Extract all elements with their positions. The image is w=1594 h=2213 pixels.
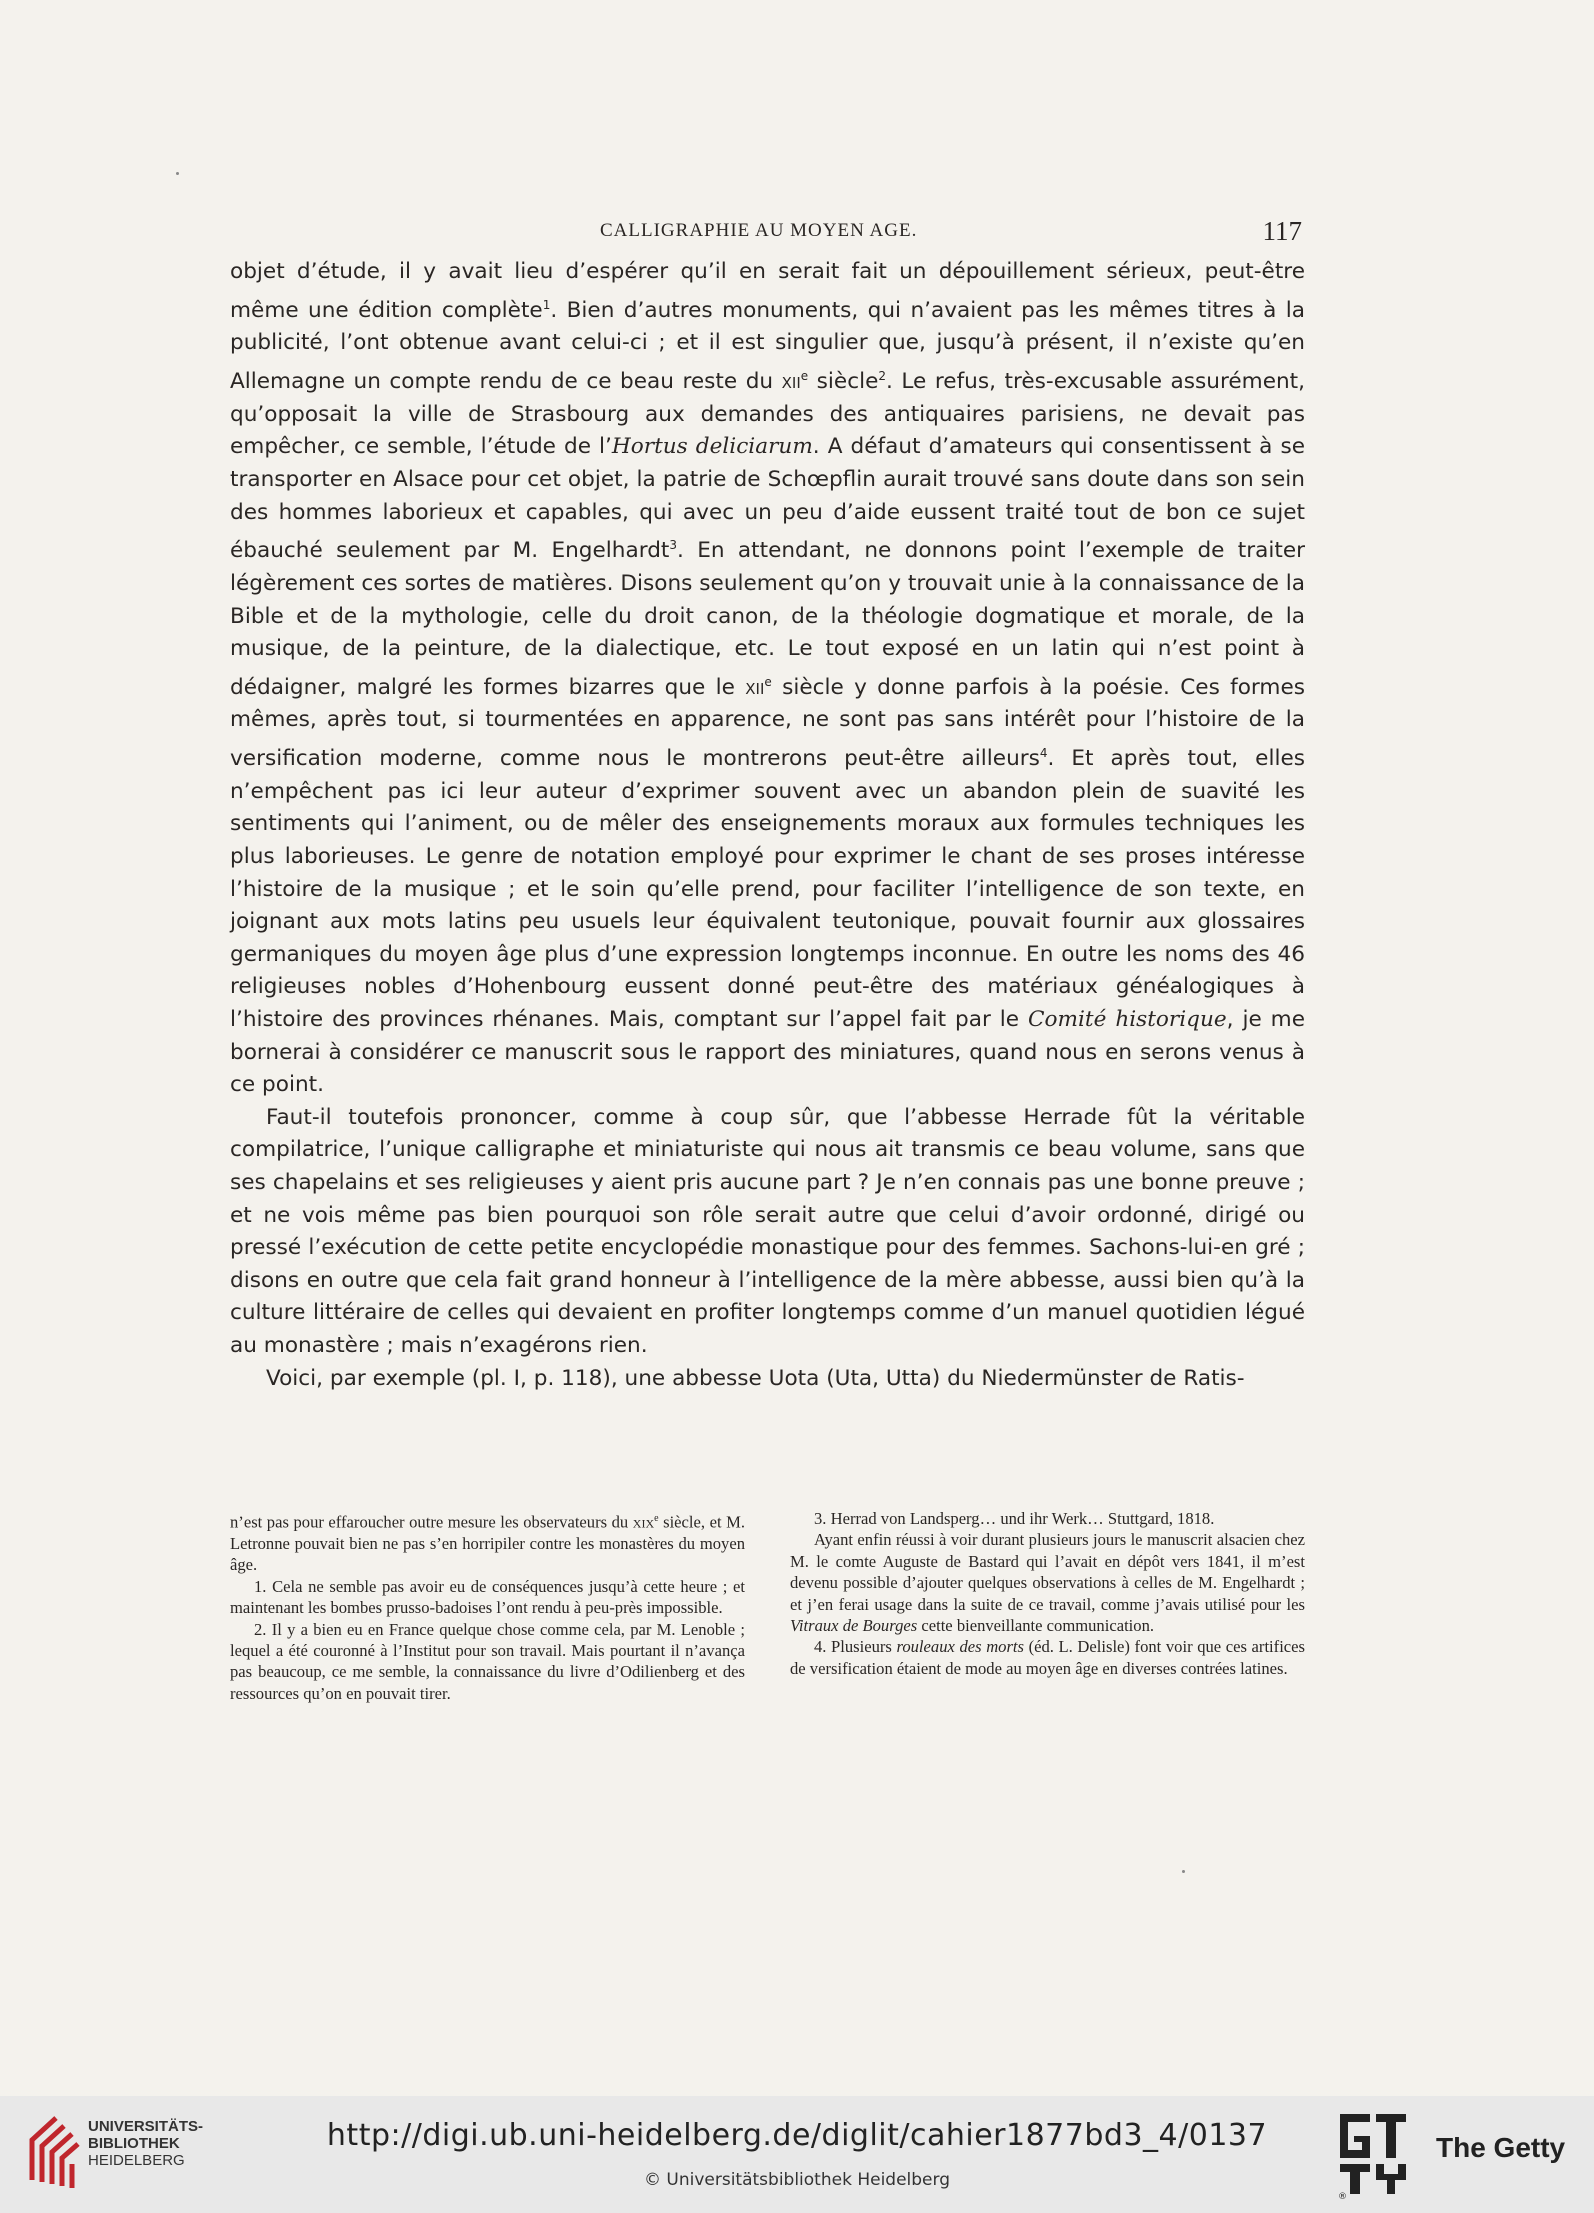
footnote-ref-4: 4 (1039, 746, 1048, 761)
footnote-2: 2. Il y a bien eu en France quelque chose comme cela, par M. Lenoble ; lequel a été couronné à l’Institut pour son travail. Mais pourtant il n’avança pas beaucoup, ce me semble, la connaissance du livre d’Odilienberg et des ressources qu’on en pouvait tirer. (230, 1619, 745, 1703)
paragraph-3: Voici, par exemple (pl. I, p. 118), une abbesse Uota (Uta, Utta) du Niedermünster de Ratis- (266, 1365, 1245, 1391)
paragraph-2: Faut-il toutefois prononcer, comme à coup sûr, que l’abbesse Herrade fût la véritable compilatrice, l’unique calligraphe et miniaturiste qui nous ait transmis ce beau volume, sans que ses chapelains et ses religieuses y aient pris aucune part ? Je n’en connais pas une bonne preuve ; et ne vois même pas bien pourquoi son rôle serait autre que celui d’avoir ordonné, dirigé ou pressé l’exécution de cette petite encyclopédie monastique pour des femmes. Sachons-lui-en gré ; disons en outre que cela fait grand honneur à l’intelligence de la mère abbesse, aussi bien qu’à la culture littéraire de celles qui devaient en profiter longtemps comme d’un manuel quotidien légué au monastère ; mais n’exagérons rien. (230, 1104, 1305, 1358)
footnotes-right-column (790, 1508, 1305, 1704)
university-library-name: UNIVERSITÄTS- BIBLIOTHEK HEIDELBERG (88, 2118, 204, 2169)
footnote-3-addendum: Ayant enfin réussi à voir durant plusieurs jours le manuscrit alsacien chez M. le comte Auguste de Bastard qui l’avait en dépôt vers 1841, il m’est devenu possible d’ajouter quelques observations à celles de M. Engelhardt ; et j’en ferai usage dans la suite de ce travail, comme j’avais utilisé pour les Vitraux de Bourges cette bienveillante communication. (790, 1530, 1305, 1636)
getty-name: The Getty (1436, 2132, 1566, 2163)
getty-logo-icon[interactable] (1338, 2110, 1408, 2200)
footnote-ref-3: 3 (669, 538, 678, 553)
roman-numeral: xii (745, 674, 765, 700)
copyright-notice: © Universitätsbibliothek Heidelberg (643, 2170, 950, 2190)
permalink-url[interactable]: http://digi.ub.uni-heidelberg.de/diglit/cahier1877bd3_4/0137 (326, 2118, 1268, 2153)
italic-title: Hortus deliciarum (611, 434, 813, 460)
footnotes-left-column (230, 1508, 745, 1704)
footnote-ref-1: 1 (542, 297, 551, 312)
footnote-3: 3. Herrad von Landsperg… und ihr Werk… Stuttgard, 1818. (814, 1509, 1215, 1528)
viewer-footer (0, 2096, 1594, 2213)
main-text (230, 256, 1305, 1395)
page-header (230, 218, 1312, 250)
paper-speck (176, 172, 179, 175)
footnotes (230, 1508, 1305, 1704)
footnote-ref-2: 2 (878, 368, 887, 383)
page-number: 117 (1262, 216, 1302, 246)
roman-numeral: xii (781, 369, 801, 395)
footnote-1: 1. Cela ne semble pas avoir eu de conséquences jusqu’à cette heure ; et maintenant les bombes prusso-badoises l’ont rendu à peu-près impossible. (230, 1576, 745, 1618)
paper-speck (1182, 1870, 1185, 1873)
registered-mark: ® (1338, 2192, 1347, 2200)
italic-title: Comité historique (1028, 1007, 1227, 1032)
footnote-4: 4. Plusieurs rouleaux des morts (éd. L. Delisle) font voir que ces artifices de versification étaient de mode au moyen âge en diverses contrées latines. (790, 1637, 1305, 1678)
footnote-continuation: n’est pas pour effaroucher outre mesure les observateurs du xix$^e$ siècle, et M. Letronne pouvait bien ne pas s’en horripiler contre les monastères du moyen âge. (230, 1512, 746, 1575)
paragraph-1: objet d’étude, il y avait lieu d’espérer qu’il en serait fait un dépouillement sérieux, peut-être même une édition complète$^1$. Bien d’autres monuments, qui n’avaient pas les mêmes titres à la publicité, l’ont obtenue avant celui-ci ; et il est singulier que, jusqu’à présent, il n’existe qu’en Allemagne un compte rendu de ce beau reste du xii$^e$ siècle$^2$. Le refus, très-excusable assurément, qu’opposait la ville de Strasbourg aux demandes des antiquaires parisiens, ne devait pas empêcher, ce semble, l’étude de l’Hortus deliciarum. A défaut d’amateurs qui consentissent à se transporter en Alsace pour cet objet, la patrie de Schœpflin aurait trouvé sans doute dans son sein des hommes laborieux et capables, qui avec un peu d’aide eussent traité tout de bon ce sujet ébauché seulement par M. Engelhardt$^3$. En attendant, ne donnons point l’exemple de traiter légèrement ces sortes de matières. Disons seulement qu’on y trouvait unie à la connaissance de la Bible et de la mythologie, celle du droit canon, de la théologie dogmatique et morale, de la musique, de la peinture, de la dialectique, etc. Le tout exposé en un latin qui n’est point à dédaigner, malgré les formes bizarres que le xii$^e$ siècle y donne parfois à la poésie. Ces formes mêmes, après tout, si tourmentées en apparence, ne sont pas sans intérêt pour l’histoire de la versification moderne, comme nous le montrerons peut-être ailleurs$^4$. Et après tout, elles n’empêchent pas ici leur auteur d’exprimer souvent avec un abandon plein de suavité les sentiments qui l’animent, ou de mêler des enseignements moraux aux formules techniques les plus laborieuses. Le genre de notation employé pour exprimer le chant de ses proses intéresse l’histoire de la musique ; et le soin qu’elle prend, pour faciliter l’intelligence de son texte, en joignant aux mots latins peu usuels leur équivalent teutonique, pouvait fournir aux glossaires germaniques du moyen âge plus d’une expression longtemps inconnue. En outre les noms des 46 religieuses nobles d’Hohenbourg eussent donné peut-être des matériaux généalogiques à l’histoire des provinces rhénanes. Mais, comptant sur l’appel fait par le Comité historique, je me bornerai à considérer ce manuscrit sous le rapport des miniatures, quand nous en serons venus à ce point. (230, 259, 1306, 1098)
running-title: CALLIGRAPHIE AU MOYEN AGE. (600, 220, 918, 241)
